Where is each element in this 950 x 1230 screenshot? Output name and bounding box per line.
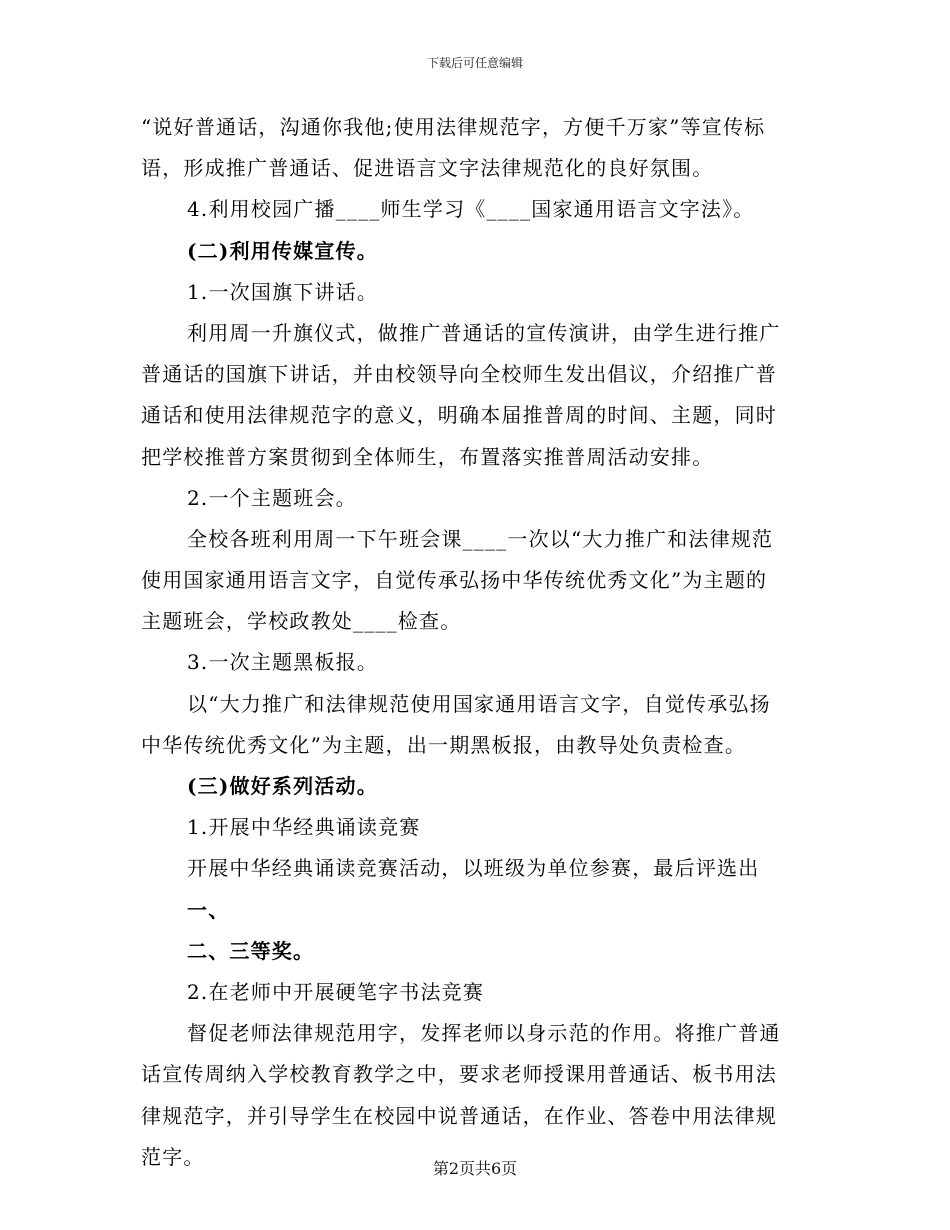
section-heading-line: (三)做好系列活动。 [187,774,378,798]
body-text-line: 普通话的国旗下讲话，并由校领导向全校师生发出倡议，介绍推广普 [141,362,777,387]
body-text-line: 1.一次国旗下讲话。 [187,279,379,304]
body-text-line: 3.一次主题黑板报。 [187,650,379,675]
section-heading-line: 一、 [187,897,230,922]
body-text-line: “说好普通话，沟通你我他;使用法律规范字，方便千万家”等宣传标 [141,115,766,139]
body-text-line: 律规范字，并引导学生在校园中说普通话，在作业、答卷中用法律规 [141,1103,777,1128]
body-text-line: 把学校推普方案贯彻到全体师生，布置落实推普周活动安排。 [141,444,714,469]
body-text-line: 开展中华经典诵读竞赛活动，以班级为单位参赛，最后评选出 [187,856,760,881]
body-text-line: 2.一个主题班会。 [187,485,357,510]
page-number: 第2页共6页 [432,1159,518,1178]
body-text-line: 语，形成推广普通话、促进语言文字法律规范化的良好氛围。 [141,156,714,181]
body-text-line: 以“大力推广和法律规范使用国家通用语言文字，自觉传承弘扬 [187,691,771,716]
body-text-line: 督促老师法律规范用字，发挥老师以身示范的作用。将推广普通 [187,1021,781,1046]
body-text-line: 2.在老师中开展硬笔字书法竞赛 [187,979,485,1004]
body-text-line: 通话和使用法律规范字的意义，明确本届推普周的时间、主题，同时 [141,403,777,428]
body-text-line: 主题班会，学校政教处____检查。 [141,609,462,634]
section-heading-line: (二)利用传媒宣传。 [187,238,378,263]
body-text-line: 全校各班利用周一下午班会课____一次以“大力推广和法律规范 [187,526,774,551]
body-text-line: 1.开展中华经典诵读竞赛 [187,815,421,840]
body-text-line: 使用国家通用语言文字，自觉传承弘扬中华传统优秀文化”为主题的 [141,568,768,593]
page-header: 下载后可任意编辑 [426,56,523,70]
body-text-line: 4.利用校园广播____师生学习《____国家通用语言文字法》。 [187,197,755,222]
section-heading-line: 二、三等奖。 [187,938,315,963]
document-body [141,107,805,1178]
body-text-line: 话宣传周纳入学校教育教学之中，要求老师授课用普通话、板书用法 [141,1062,777,1087]
body-text-line: 范字。 [141,1144,205,1169]
body-text-line: 利用周一升旗仪式，做推广普通话的宣传演讲，由学生进行推广 [187,320,781,345]
body-text-line: 中华传统优秀文化”为主题，出一期黑板报，由教导处负责检查。 [141,732,747,757]
